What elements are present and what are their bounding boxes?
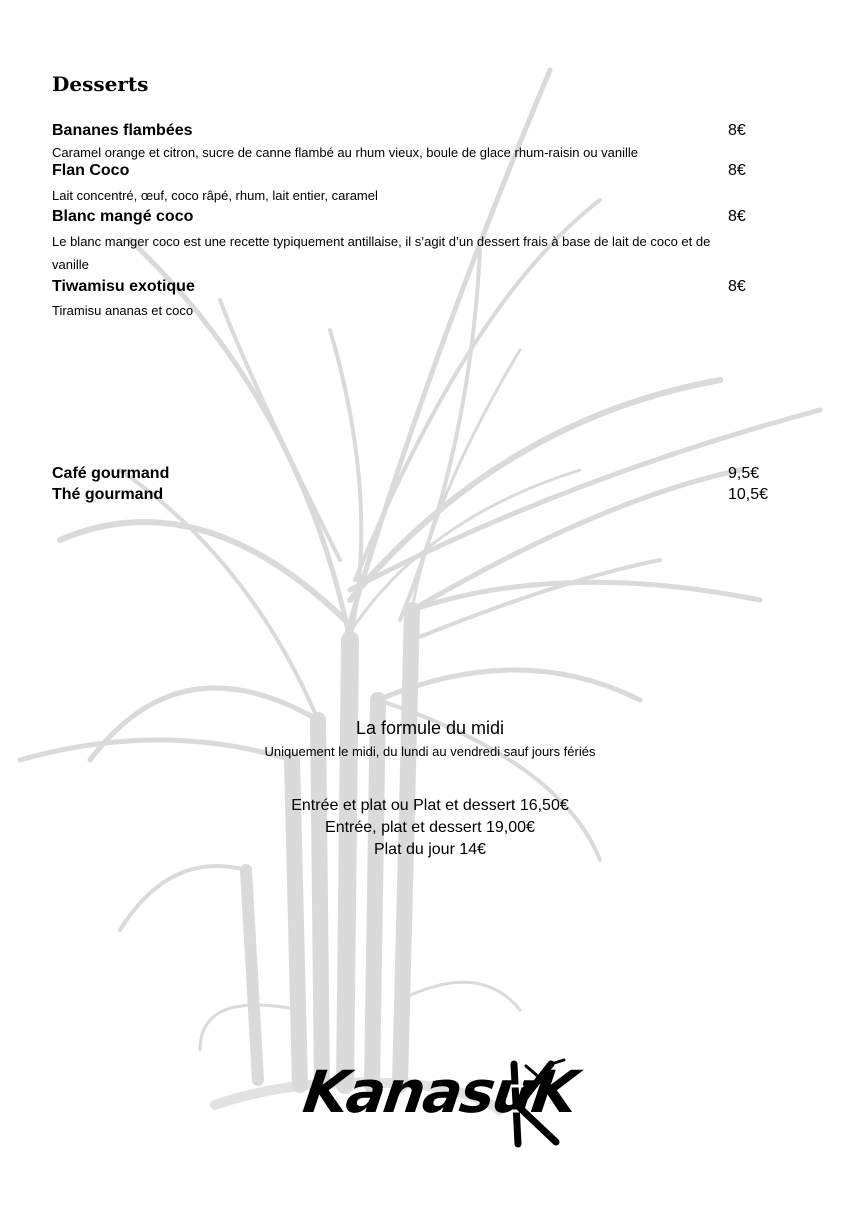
kanasuk-logo	[296, 1052, 581, 1152]
formule-title: La formule du midi	[355, 718, 505, 738]
sugarcane-logo-icon	[496, 1056, 566, 1148]
item-name-blanc-mange: Blanc mangé coco	[52, 208, 194, 225]
item-desc-blanc-mange: Le blanc manger coco est une recette typiquement antillaise, il s’agit d’un dessert frais à base de lait de coco et de vanille	[52, 234, 711, 272]
section-title-desserts: Desserts	[52, 72, 149, 96]
item-desc-tiwamisu: Tiramisu ananas et coco	[52, 303, 194, 318]
item-price-bananes: 8€	[728, 122, 746, 139]
formule-line: Plat du jour 14€	[373, 841, 487, 858]
formule-line: Entrée et plat ou Plat et dessert 16,50€	[291, 797, 569, 814]
item-name-bananes: Bananes flambées	[52, 122, 193, 139]
formule-line: Entrée, plat et dessert 19,00€	[325, 819, 535, 836]
item-desc-bananes: Caramel orange et citron, sucre de canne flambé au rhum vieux, boule de glace rhum-raisin ou vanille	[52, 145, 639, 160]
formule-subtitle: Uniquement le midi, du lundi au vendredi sauf jours fériés	[264, 744, 596, 759]
item-name-tiwamisu: Tiwamisu exotique	[52, 278, 195, 295]
item-price-flan: 8€	[728, 162, 746, 179]
item-price-the-gourmand: 10,5€	[728, 486, 769, 503]
item-price-tiwamisu: 8€	[728, 278, 746, 295]
item-name-cafe-gourmand: Café gourmand	[52, 465, 170, 482]
item-name-the-gourmand: Thé gourmand	[52, 486, 164, 503]
logo-text: KanasuK	[299, 1058, 581, 1126]
item-name-flan: Flan Coco	[52, 162, 130, 179]
item-price-blanc-mange: 8€	[728, 208, 746, 225]
item-desc-flan: Lait concentré, œuf, coco râpé, rhum, lait entier, caramel	[52, 188, 378, 203]
item-price-cafe-gourmand: 9,5€	[728, 465, 760, 482]
